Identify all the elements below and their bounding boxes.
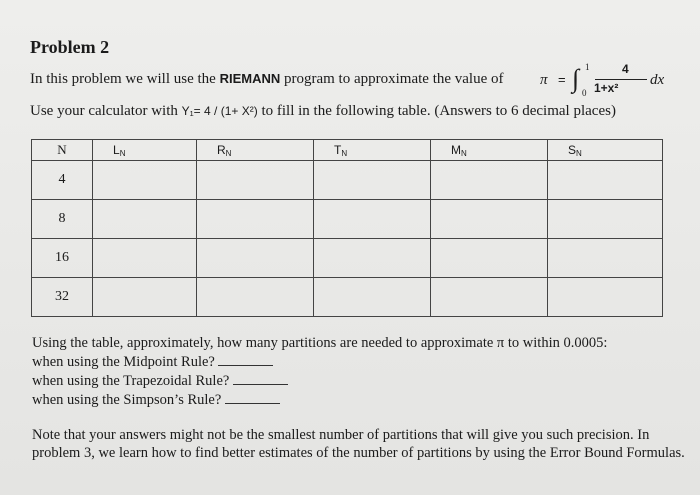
header-sn: SN bbox=[548, 140, 663, 161]
intro-post: program to approximate the value of bbox=[280, 71, 504, 87]
approximation-table bbox=[31, 139, 663, 317]
tn-answer-cell[interactable] bbox=[314, 278, 431, 317]
intro-text bbox=[30, 71, 504, 88]
sn-answer-cell[interactable] bbox=[548, 239, 663, 278]
integral-sign: ∫ bbox=[572, 64, 580, 93]
formula-equals: = bbox=[558, 72, 566, 87]
rn-answer-cell[interactable] bbox=[197, 278, 314, 317]
mn-answer-cell[interactable] bbox=[431, 200, 548, 239]
n-value-cell: 16 bbox=[32, 239, 93, 278]
rn-answer-cell[interactable] bbox=[197, 161, 314, 200]
table-row bbox=[32, 200, 663, 239]
sn-answer-cell[interactable] bbox=[548, 161, 663, 200]
header-tn: TN bbox=[314, 140, 431, 161]
tn-answer-cell[interactable] bbox=[314, 161, 431, 200]
mn-answer-cell[interactable] bbox=[431, 278, 548, 317]
header-mn: MN bbox=[431, 140, 548, 161]
fraction-numerator: 4 bbox=[622, 62, 629, 76]
instruction-post: to fill in the following table. (Answers to 6 decimal places) bbox=[257, 103, 616, 119]
intro-pre: In this problem we will use the bbox=[30, 71, 220, 87]
header-n: N bbox=[32, 140, 93, 161]
trapezoidal-answer-blank[interactable] bbox=[233, 371, 288, 385]
ln-answer-cell[interactable] bbox=[93, 161, 197, 200]
table-header-row bbox=[32, 140, 663, 161]
problem-title: Problem 2 bbox=[30, 37, 110, 57]
table-row bbox=[32, 278, 663, 317]
header-rn: RN bbox=[197, 140, 314, 161]
mn-answer-cell[interactable] bbox=[431, 239, 548, 278]
table-row bbox=[32, 161, 663, 200]
questions-intro: Using the table, approximately, how many partitions are needed to approximate π to within 0.0005: bbox=[32, 335, 608, 351]
formula-pi: π bbox=[540, 72, 548, 88]
n-value-cell: 4 bbox=[32, 161, 93, 200]
question-simpson: when using the Simpson’s Rule? bbox=[32, 390, 692, 409]
question-midpoint: when using the Midpoint Rule? bbox=[32, 352, 692, 371]
simpson-answer-blank[interactable] bbox=[225, 390, 280, 404]
tn-answer-cell[interactable] bbox=[314, 200, 431, 239]
instruction-text bbox=[30, 103, 616, 120]
integral-lower-limit: 0 bbox=[582, 88, 587, 98]
ln-answer-cell[interactable] bbox=[93, 239, 197, 278]
n-value-cell: 32 bbox=[32, 278, 93, 317]
instruction-pre: Use your calculator with bbox=[30, 103, 182, 119]
mn-answer-cell[interactable] bbox=[431, 161, 548, 200]
partition-questions bbox=[32, 334, 692, 409]
midpoint-answer-blank[interactable] bbox=[218, 352, 273, 366]
rn-answer-cell[interactable] bbox=[197, 239, 314, 278]
question-trapezoidal: when using the Trapezoidal Rule? bbox=[32, 371, 692, 390]
formula-dx: dx bbox=[650, 72, 665, 88]
sn-answer-cell[interactable] bbox=[548, 200, 663, 239]
fraction-denominator: 1+x² bbox=[594, 81, 619, 95]
fraction-bar bbox=[595, 79, 647, 80]
program-name: RIEMANN bbox=[219, 71, 281, 86]
closing-note: Note that your answers might not be the smallest number of partitions that will give you such precision. In problem 3, we learn how to find better estimates of the number of partitions by using the Error Bound Formulas. bbox=[32, 427, 685, 461]
ln-answer-cell[interactable] bbox=[93, 200, 197, 239]
pi-integral-formula bbox=[540, 62, 670, 102]
tn-answer-cell[interactable] bbox=[314, 239, 431, 278]
calculator-function: Y₁= 4 / (1+ X²) bbox=[181, 104, 258, 118]
sn-answer-cell[interactable] bbox=[548, 278, 663, 317]
rn-answer-cell[interactable] bbox=[197, 200, 314, 239]
ln-answer-cell[interactable] bbox=[93, 278, 197, 317]
integral-upper-limit: 1 bbox=[585, 62, 590, 72]
header-ln: LN bbox=[93, 140, 197, 161]
n-value-cell: 8 bbox=[32, 200, 93, 239]
table-row bbox=[32, 239, 663, 278]
